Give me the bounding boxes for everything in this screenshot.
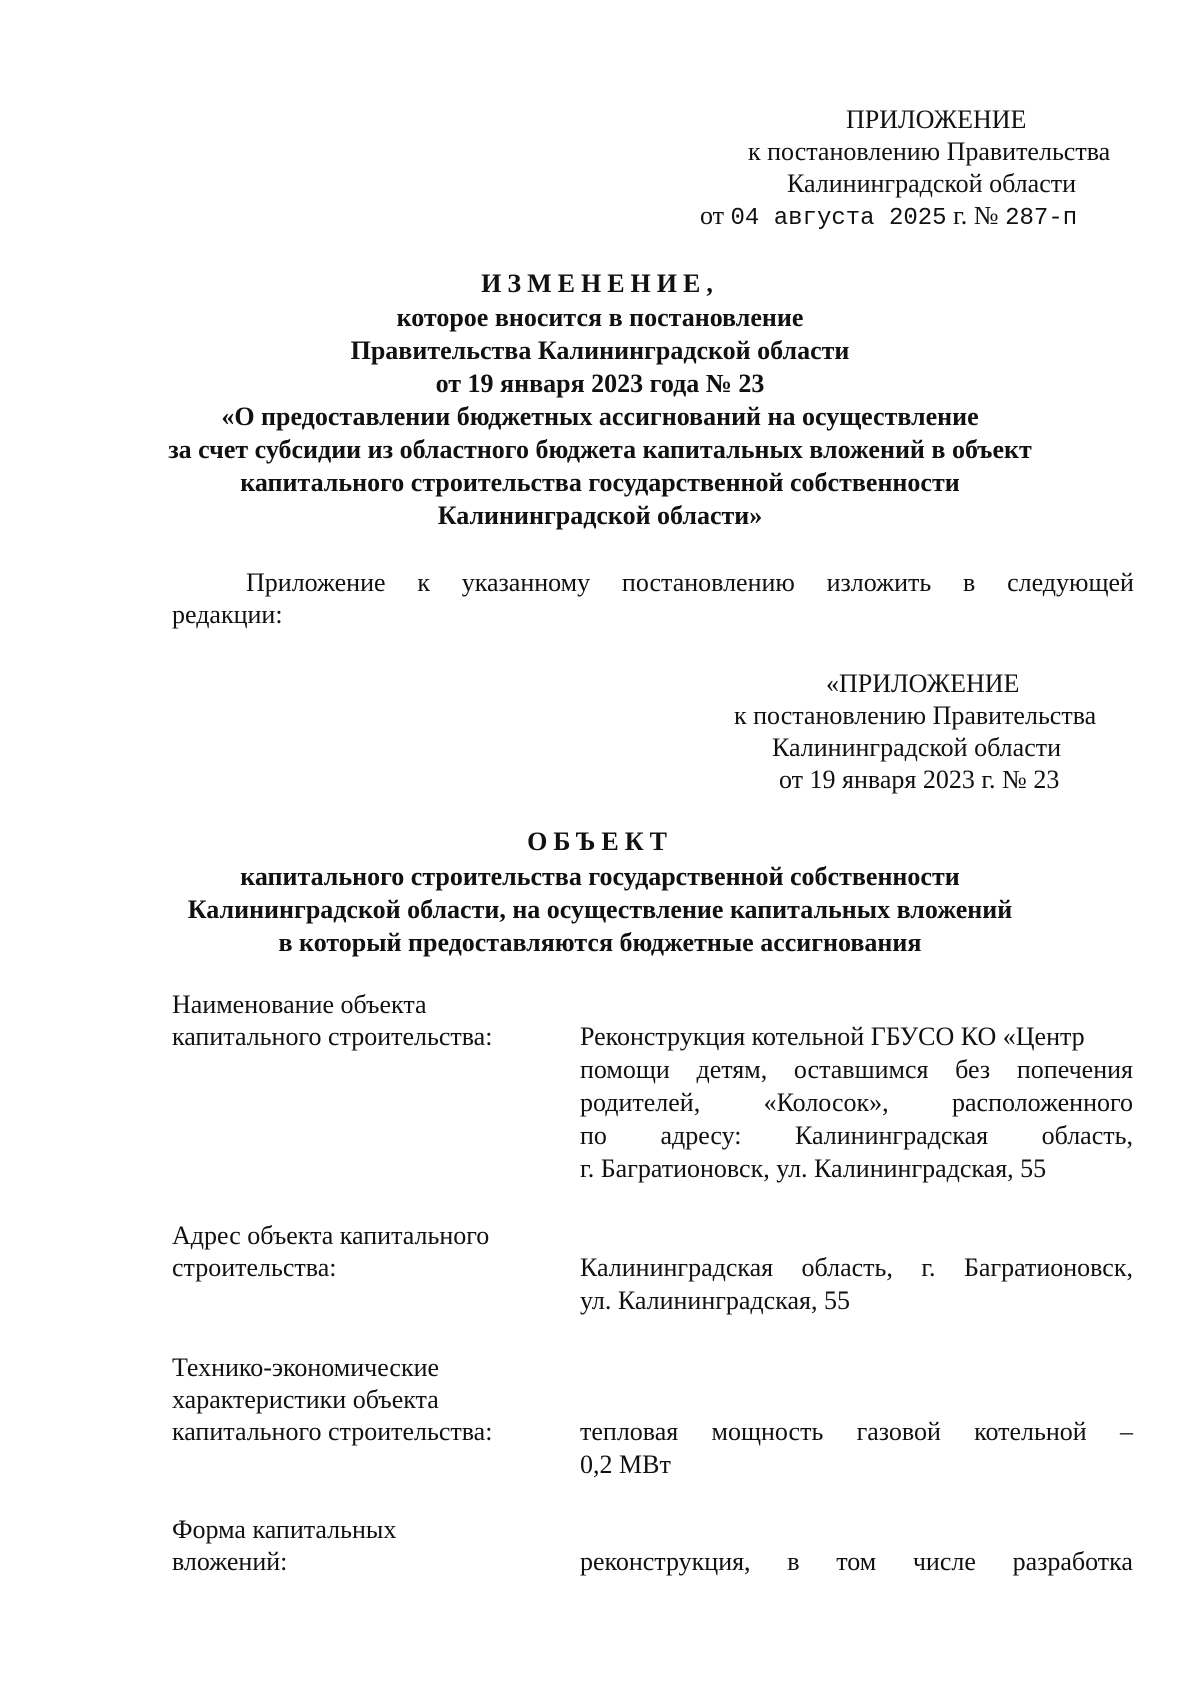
field-name-label-2: капитального строительства: [172, 1022, 493, 1051]
field-tech-value-1 [580, 1416, 1133, 1448]
field-name-value-5: г. Багратионовск, ул. Калининградская, 55 [580, 1154, 1047, 1183]
field-tech-value-2: 0,2 МВт [580, 1450, 671, 1479]
field-address-value-2: ул. Калининградская, 55 [580, 1286, 850, 1315]
appendix-line-4: от 19 января 2023 г. № 23 [779, 765, 1060, 794]
field-address-label-1: Адрес объекта капитального [172, 1221, 490, 1250]
value-word: разработка [1012, 1547, 1133, 1576]
field-tech-label-1: Технико-экономические [172, 1353, 440, 1382]
appendix-line-2: к постановлению Правительства [734, 701, 1097, 730]
value-word: расположенного [952, 1088, 1133, 1117]
field-name-value-1: Реконструкция котельной ГБУСО КО «Центр [580, 1022, 1085, 1051]
field-name-value-3 [580, 1087, 1133, 1119]
field-form-label-2: вложений: [172, 1547, 288, 1576]
field-name-label-1: Наименование объекта [172, 990, 427, 1019]
field-tech-label-3: капитального строительства: [172, 1417, 493, 1446]
instruction-word: постановлению [621, 568, 795, 597]
instruction-line-1 [246, 567, 1134, 599]
header-line-3: Калининградской области [787, 169, 1077, 198]
header-number-value: 287-п [1005, 205, 1078, 232]
value-word: газовой [856, 1417, 941, 1446]
header-title: ПРИЛОЖЕНИЕ [846, 105, 1027, 134]
field-name-value-4 [580, 1120, 1133, 1152]
change-line-6: капитального строительства государственной собственности [240, 468, 960, 497]
instruction-word: в [963, 568, 976, 597]
value-word: числе [912, 1547, 976, 1576]
value-word: Калининградская [580, 1253, 774, 1282]
object-title: ОБЪЕКТ [527, 827, 673, 856]
change-line-2: Правительства Калининградской области [350, 336, 850, 365]
value-word: – [1119, 1417, 1133, 1446]
field-address-label-2: строительства: [172, 1253, 337, 1282]
value-word: в [787, 1547, 800, 1576]
value-word: Багратионовск, [963, 1253, 1133, 1282]
object-line-1: капитального строительства государственной собственности [240, 862, 960, 891]
instruction-word: изложить [826, 568, 932, 597]
header-date-line [700, 200, 1077, 235]
header-line-2: к постановлению Правительства [748, 137, 1111, 166]
change-line-1: которое вносится в постановление [396, 303, 804, 332]
object-line-3: в который предоставляются бюджетные ассигнования [278, 928, 922, 957]
value-word: мощность [711, 1417, 824, 1446]
field-name-value-2 [580, 1054, 1133, 1086]
header-date-prefix: от [700, 201, 725, 230]
value-word: область, [801, 1253, 893, 1282]
value-word: тепловая [580, 1417, 679, 1446]
value-word: оставшимся [793, 1055, 929, 1084]
appendix-title: «ПРИЛОЖЕНИЕ [826, 669, 1020, 698]
value-word: реконструкция, [580, 1547, 751, 1576]
value-word: область, [1041, 1121, 1133, 1150]
header-date-value: 04 августа 2025 [730, 205, 947, 232]
value-word: «Колосок», [763, 1088, 889, 1117]
field-form-value-1 [580, 1546, 1133, 1578]
value-word: помощи [580, 1055, 670, 1084]
change-title: ИЗМЕНЕНИЕ, [481, 269, 719, 298]
change-line-5: за счет субсидии из областного бюджета капитальных вложений в объект [168, 435, 1032, 464]
value-word: родителей, [580, 1088, 701, 1117]
value-word: попечения [1016, 1055, 1133, 1084]
instruction-word: к [417, 568, 430, 597]
field-tech-label-2: характеристики объекта [172, 1385, 439, 1414]
change-line-3: от 19 января 2023 года № 23 [435, 369, 765, 398]
value-word: том [836, 1547, 877, 1576]
instruction-word: следующей [1007, 568, 1134, 597]
value-word: г. [921, 1253, 936, 1282]
change-line-4: «О предоставлении бюджетных ассигнований на осуществление [221, 402, 979, 431]
header-date-suffix: г. № [953, 201, 999, 230]
object-line-2: Калининградской области, на осуществление капитальных вложений [187, 895, 1013, 924]
value-word: по [580, 1121, 607, 1150]
field-form-label-1: Форма капитальных [172, 1515, 397, 1544]
instruction-line-2: редакции: [172, 600, 283, 629]
field-address-value-1 [580, 1252, 1133, 1284]
instruction-word: указанному [461, 568, 591, 597]
appendix-line-3: Калининградской области [772, 733, 1062, 762]
value-word: Калининградская [795, 1121, 989, 1150]
instruction-word: Приложение [246, 568, 386, 597]
value-word: котельной [974, 1417, 1087, 1446]
value-word: без [955, 1055, 991, 1084]
value-word: детям, [696, 1055, 768, 1084]
value-word: адресу: [660, 1121, 742, 1150]
change-line-7: Калининградской области» [437, 501, 763, 530]
